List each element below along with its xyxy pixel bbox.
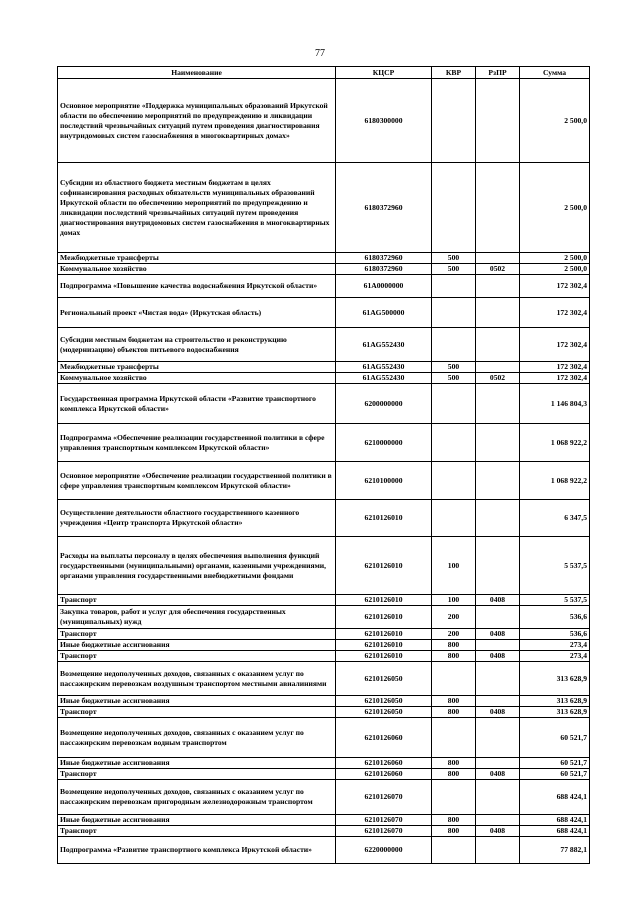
- row-kvr: 800: [432, 651, 476, 662]
- row-kcsr: 6210126010: [336, 606, 432, 629]
- header-kvr: КВР: [432, 67, 476, 79]
- row-kcsr: 61АG552430: [336, 328, 432, 362]
- row-kcsr: 6220000000: [336, 837, 432, 864]
- row-name: Государственная программа Иркутской области «Развитие транспортного комплекса Иркутской области»: [58, 384, 336, 424]
- row-kvr: 800: [432, 769, 476, 780]
- table-row: [58, 780, 590, 815]
- row-amount: 172 302,4: [520, 275, 590, 298]
- row-kvr: 100: [432, 537, 476, 595]
- row-amount: 5 537,5: [520, 595, 590, 606]
- row-kcsr: 6200000000: [336, 384, 432, 424]
- row-kcsr: 6210126070: [336, 815, 432, 826]
- row-kcsr: 6180300000: [336, 79, 432, 163]
- row-name: Транспорт: [58, 629, 336, 640]
- row-amount: 172 302,4: [520, 298, 590, 328]
- row-kvr: [432, 384, 476, 424]
- row-kcsr: 6210126010: [336, 651, 432, 662]
- row-kvr: [432, 328, 476, 362]
- row-amount: 313 628,9: [520, 662, 590, 696]
- row-name: Коммунальное хозяйство: [58, 264, 336, 275]
- row-kvr: [432, 718, 476, 758]
- row-kvr: 500: [432, 373, 476, 384]
- row-name: Региональный проект «Чистая вода» (Иркутская область): [58, 298, 336, 328]
- row-rzpr: 0408: [476, 595, 520, 606]
- row-kcsr: 6210126070: [336, 780, 432, 815]
- row-name: Межбюджетные трансферты: [58, 362, 336, 373]
- row-rzpr: 0408: [476, 651, 520, 662]
- row-rzpr: [476, 462, 520, 500]
- table-row: [58, 769, 590, 780]
- row-kvr: [432, 298, 476, 328]
- row-amount: 313 628,9: [520, 696, 590, 707]
- header-name: Наименование: [58, 67, 336, 79]
- table-row: [58, 815, 590, 826]
- row-kcsr: 6210126010: [336, 595, 432, 606]
- row-kcsr: 6180372960: [336, 264, 432, 275]
- row-name: Осуществление деятельности областного государственного казенного учреждения «Центр транспорта Иркутской области»: [58, 500, 336, 537]
- table-row: [58, 275, 590, 298]
- row-kcsr: 6210126010: [336, 640, 432, 651]
- row-rzpr: [476, 298, 520, 328]
- row-kcsr: 6210000000: [336, 424, 432, 462]
- row-kvr: 800: [432, 696, 476, 707]
- row-amount: 688 424,1: [520, 780, 590, 815]
- table-row: [58, 662, 590, 696]
- table-body: [58, 79, 590, 864]
- row-name: Субсидии местным бюджетам на строительство и реконструкцию (модернизацию) объектов питьевого водоснабжения: [58, 328, 336, 362]
- row-amount: 5 537,5: [520, 537, 590, 595]
- row-rzpr: [476, 640, 520, 651]
- row-rzpr: [476, 384, 520, 424]
- row-kcsr: 6210100000: [336, 462, 432, 500]
- row-name: Коммунальное хозяйство: [58, 373, 336, 384]
- header-kcsr: КЦСР: [336, 67, 432, 79]
- row-kvr: 500: [432, 362, 476, 373]
- row-kvr: [432, 275, 476, 298]
- row-rzpr: [476, 424, 520, 462]
- row-rzpr: [476, 780, 520, 815]
- row-kcsr: 61АG552430: [336, 362, 432, 373]
- row-name: Подпрограмма «Обеспечение реализации государственной политики в сфере управления транспортным комплексом Иркутской области»: [58, 424, 336, 462]
- table-row: [58, 606, 590, 629]
- row-kcsr: 61АG500000: [336, 298, 432, 328]
- row-rzpr: [476, 606, 520, 629]
- row-name: Возмещение недополученных доходов, связанных с оказанием услуг по пассажирским перевозкам водным транспортом: [58, 718, 336, 758]
- row-kcsr: 6210126060: [336, 769, 432, 780]
- row-kcsr: 6210126060: [336, 758, 432, 769]
- table-row: [58, 163, 590, 253]
- table-row: [58, 298, 590, 328]
- table-row: [58, 718, 590, 758]
- table-row: [58, 837, 590, 864]
- row-name: Транспорт: [58, 651, 336, 662]
- row-amount: 273,4: [520, 640, 590, 651]
- table-row: [58, 537, 590, 595]
- row-amount: 273,4: [520, 651, 590, 662]
- row-kvr: 500: [432, 264, 476, 275]
- row-kvr: 800: [432, 815, 476, 826]
- row-name: Закупка товаров, работ и услуг для обеспечения государственных (муниципальных) нужд: [58, 606, 336, 629]
- row-name: Транспорт: [58, 595, 336, 606]
- table-row: [58, 500, 590, 537]
- row-kvr: [432, 424, 476, 462]
- row-amount: 60 521,7: [520, 758, 590, 769]
- row-kvr: [432, 662, 476, 696]
- row-kcsr: 6210126010: [336, 537, 432, 595]
- row-name: Транспорт: [58, 826, 336, 837]
- row-name: Возмещение недополученных доходов, связанных с оказанием услуг по пассажирским перевозкам воздушным транспортом местными авиалиниями: [58, 662, 336, 696]
- row-rzpr: [476, 837, 520, 864]
- row-amount: 536,6: [520, 629, 590, 640]
- row-rzpr: 0502: [476, 264, 520, 275]
- header-amount: Сумма: [520, 67, 590, 79]
- row-rzpr: 0408: [476, 707, 520, 718]
- row-kvr: [432, 79, 476, 163]
- row-kvr: 800: [432, 826, 476, 837]
- row-name: Иные бюджетные ассигнования: [58, 815, 336, 826]
- row-amount: 60 521,7: [520, 769, 590, 780]
- row-kvr: 100: [432, 595, 476, 606]
- row-amount: 1 146 804,3: [520, 384, 590, 424]
- row-rzpr: [476, 696, 520, 707]
- table-row: [58, 640, 590, 651]
- row-name: Субсидии из областного бюджета местным бюджетам в целях софинансирования расходных обязательств муниципальных образований Иркутской области по обеспечению мероприятий по предупреждению и ликвидации последствий чрезвычайных ситуаций путем проведения диагностирования внутридомовых систем газоснабжения в многоквартирных домах: [58, 163, 336, 253]
- row-amount: 1 068 922,2: [520, 462, 590, 500]
- row-name: Расходы на выплаты персоналу в целях обеспечения выполнения функций государственными (муниципальными) органами, казенными учреждениями, органами управления государственными внебюджетными фондами: [58, 537, 336, 595]
- table-header-row: [58, 67, 590, 79]
- row-kvr: [432, 780, 476, 815]
- row-rzpr: 0408: [476, 629, 520, 640]
- row-kcsr: 6180372960: [336, 163, 432, 253]
- table-row: [58, 373, 590, 384]
- row-rzpr: [476, 718, 520, 758]
- row-amount: 536,6: [520, 606, 590, 629]
- page-number: 77: [315, 48, 325, 59]
- row-kvr: 500: [432, 253, 476, 264]
- row-rzpr: [476, 253, 520, 264]
- row-amount: 172 302,4: [520, 362, 590, 373]
- row-amount: 688 424,1: [520, 815, 590, 826]
- row-name: Транспорт: [58, 707, 336, 718]
- table-row: [58, 629, 590, 640]
- row-kcsr: 6210126060: [336, 718, 432, 758]
- row-kcsr: 6210126010: [336, 500, 432, 537]
- row-name: Основное мероприятие «Поддержка муниципальных образований Иркутской области по обеспечению мероприятий по предупреждению и ликвидации последствий чрезвычайных ситуаций путем проведения диагностирования внутридомовых систем газоснабжения в многоквартирных домах»: [58, 79, 336, 163]
- row-kcsr: 6210126070: [336, 826, 432, 837]
- row-amount: 2 500,0: [520, 253, 590, 264]
- row-name: Иные бюджетные ассигнования: [58, 758, 336, 769]
- row-kvr: 800: [432, 707, 476, 718]
- row-amount: 77 882,1: [520, 837, 590, 864]
- row-name: Возмещение недополученных доходов, связанных с оказанием услуг по пассажирским перевозкам пригородным железнодорожным транспортом: [58, 780, 336, 815]
- row-rzpr: 0408: [476, 769, 520, 780]
- row-kcsr: 6210126010: [336, 629, 432, 640]
- row-amount: 2 500,0: [520, 79, 590, 163]
- row-amount: 60 521,7: [520, 718, 590, 758]
- budget-table: [57, 66, 590, 864]
- row-rzpr: [476, 758, 520, 769]
- table-row: [58, 328, 590, 362]
- header-rzpr: РзПР: [476, 67, 520, 79]
- row-amount: 172 302,4: [520, 373, 590, 384]
- table-row: [58, 758, 590, 769]
- table-row: [58, 462, 590, 500]
- row-kvr: [432, 163, 476, 253]
- row-name: Подпрограмма «Развитие транспортного комплекса Иркутской области»: [58, 837, 336, 864]
- table-row: [58, 424, 590, 462]
- row-kvr: 200: [432, 606, 476, 629]
- table-row: [58, 264, 590, 275]
- row-kcsr: 61А0000000: [336, 275, 432, 298]
- table-row: [58, 826, 590, 837]
- table-row: [58, 362, 590, 373]
- row-kvr: 200: [432, 629, 476, 640]
- row-amount: 1 068 922,2: [520, 424, 590, 462]
- row-name: Транспорт: [58, 769, 336, 780]
- row-name: Межбюджетные трансферты: [58, 253, 336, 264]
- row-rzpr: [476, 163, 520, 253]
- row-name: Иные бюджетные ассигнования: [58, 696, 336, 707]
- row-kcsr: 6210126050: [336, 707, 432, 718]
- row-name: Основное мероприятие «Обеспечение реализации государственной политики в сфере управления транспортным комплексом Иркутской области»: [58, 462, 336, 500]
- row-kvr: 800: [432, 758, 476, 769]
- table-row: [58, 384, 590, 424]
- row-rzpr: [476, 500, 520, 537]
- row-rzpr: [476, 362, 520, 373]
- row-kcsr: 6210126050: [336, 662, 432, 696]
- table-row: [58, 79, 590, 163]
- row-kvr: 800: [432, 640, 476, 651]
- row-kcsr: 61АG552430: [336, 373, 432, 384]
- table-row: [58, 651, 590, 662]
- row-rzpr: [476, 662, 520, 696]
- row-amount: 172 302,4: [520, 328, 590, 362]
- table-row: [58, 253, 590, 264]
- table-row: [58, 696, 590, 707]
- row-rzpr: [476, 537, 520, 595]
- row-kcsr: 6210126050: [336, 696, 432, 707]
- table-row: [58, 707, 590, 718]
- row-rzpr: [476, 275, 520, 298]
- row-rzpr: [476, 79, 520, 163]
- row-rzpr: 0502: [476, 373, 520, 384]
- row-rzpr: 0408: [476, 826, 520, 837]
- row-rzpr: [476, 815, 520, 826]
- row-kvr: [432, 500, 476, 537]
- row-name: Иные бюджетные ассигнования: [58, 640, 336, 651]
- row-kcsr: 6180372960: [336, 253, 432, 264]
- row-amount: 688 424,1: [520, 826, 590, 837]
- row-name: Подпрограмма «Повышение качества водоснабжения Иркутской области»: [58, 275, 336, 298]
- row-amount: 313 628,9: [520, 707, 590, 718]
- row-kvr: [432, 462, 476, 500]
- row-amount: 6 347,5: [520, 500, 590, 537]
- row-amount: 2 500,0: [520, 163, 590, 253]
- row-amount: 2 500,0: [520, 264, 590, 275]
- row-kvr: [432, 837, 476, 864]
- table-row: [58, 595, 590, 606]
- row-rzpr: [476, 328, 520, 362]
